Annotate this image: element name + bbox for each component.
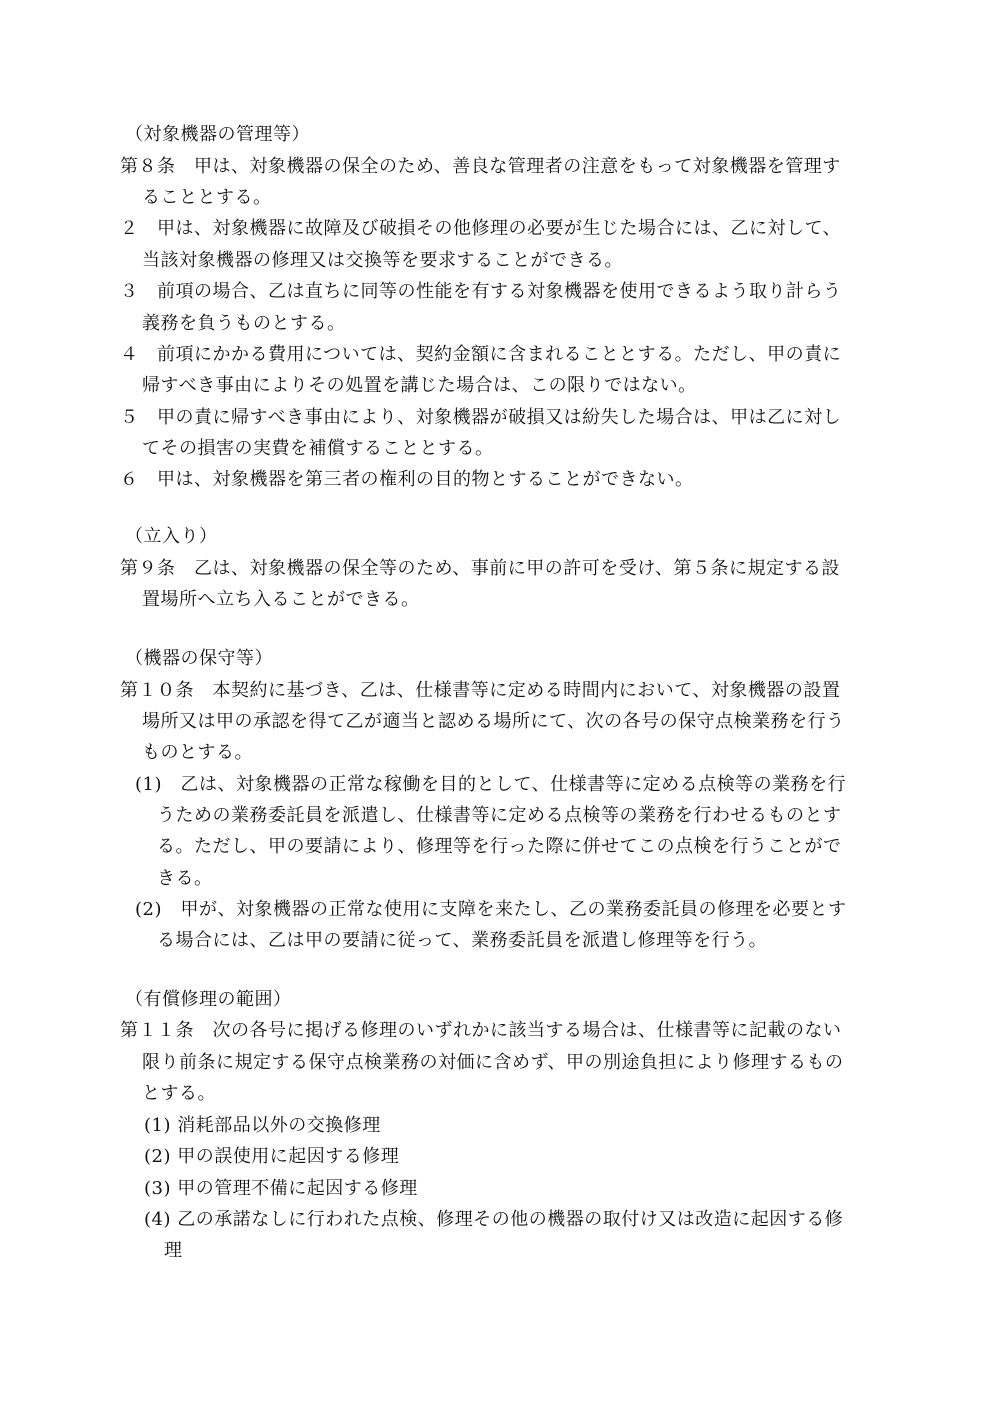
article-8-heading: （対象機器の管理等）: [125, 124, 310, 145]
article-11-line-2: 限り前条に規定する保守点検業務の対価に含めず、甲の別途負担により修理するもの: [142, 1052, 844, 1073]
article-10-line-2: 場所又は甲の承認を得て乙が適当と認める場所にて、次の各号の保守点検業務を行う: [142, 711, 845, 732]
article-8-para-4-line-2: 帰すべき事由によりその処置を講じた場合は、この限りではない。: [142, 375, 697, 396]
article-8-line-2: ることとする。: [142, 187, 272, 208]
article-8-para-3-line-2: 義務を負うものとする。: [142, 313, 346, 334]
article-11-item-2: (2) 甲の誤使用に起因する修理: [144, 1146, 400, 1167]
article-11-heading: （有償修理の範囲）: [125, 989, 292, 1010]
article-8-para-6: ６ 甲は、対象機器を第三者の権利の目的物とすることができない。: [120, 469, 694, 490]
article-10-item-1-line-4: きる。: [157, 868, 213, 889]
article-11-line-1: 第１１条 次の各号に掲げる修理のいずれかに該当する場合は、仕様書等に記載のない: [120, 1020, 842, 1041]
article-11-item-3: (3) 甲の管理不備に起因する修理: [144, 1178, 418, 1199]
article-10-heading: （機器の保守等）: [125, 648, 273, 669]
article-8-para-2-line-2: 当該対象機器の修理又は交換等を要求することができる。: [142, 250, 623, 271]
article-10-line-3: ものとする。: [142, 742, 253, 763]
article-8-para-2-line-1: ２ 甲は、対象機器に故障及び破損その他修理の必要が生じた場合には、乙に対して、: [120, 218, 842, 239]
article-9-line-2: 置場所へ立ち入ることができる。: [142, 589, 420, 610]
article-11-item-4-line-1: (4) 乙の承諾なしに行われた点検、修理その他の機器の取付け又は改造に起因する修: [144, 1209, 844, 1230]
article-10-item-2-line-2: る場合には、乙は甲の要請に従って、業務委託員を派遣し修理等を行う。: [157, 930, 768, 951]
article-11-line-3: とする。: [142, 1083, 216, 1104]
article-9-heading: （立入り）: [125, 526, 218, 547]
article-8-line-1: 第８条 甲は、対象機器の保全のため、善良な管理者の注意をもって対象機器を管理す: [120, 156, 841, 177]
article-10-item-1-line-1: (1) 乙は、対象機器の正常な稼働を目的として、仕様書等に定める点検等の業務を行: [135, 774, 847, 795]
article-11-item-4-line-2: 理: [164, 1240, 183, 1261]
article-8-para-4-line-1: ４ 前項にかかる費用については、契約金額に含まれることとする。ただし、甲の責に: [120, 344, 842, 365]
article-10-item-1-line-2: うための業務委託員を派遣し、仕様書等に定める点検等の業務を行わせるものとす: [157, 805, 842, 826]
article-10-line-1: 第１０条 本契約に基づき、乙は、仕様書等に定める時間内において、対象機器の設置: [120, 680, 841, 701]
article-10-item-1-line-3: る。ただし、甲の要請により、修理等を行った際に併せてこの点検を行うことがで: [157, 836, 842, 857]
article-10-item-2-line-1: (2) 甲が、対象機器の正常な使用に支障を来たし、乙の業務委託員の修理を必要とす: [135, 899, 847, 920]
article-11-item-1: (1) 消耗部品以外の交換修理: [144, 1115, 381, 1136]
article-9-line-1: 第９条 乙は、対象機器の保全等のため、事前に甲の許可を受け、第５条に規定する設: [120, 558, 841, 579]
article-8-para-3-line-1: ３ 前項の場合、乙は直ちに同等の性能を有する対象機器を使用できるよう取り計らう: [120, 281, 842, 302]
article-8-para-5-line-2: てその損害の実費を補償することとする。: [142, 438, 494, 459]
article-8-para-5-line-1: ５ 甲の責に帰すべき事由により、対象機器が破損又は紛失した場合は、甲は乙に対し: [120, 407, 842, 428]
